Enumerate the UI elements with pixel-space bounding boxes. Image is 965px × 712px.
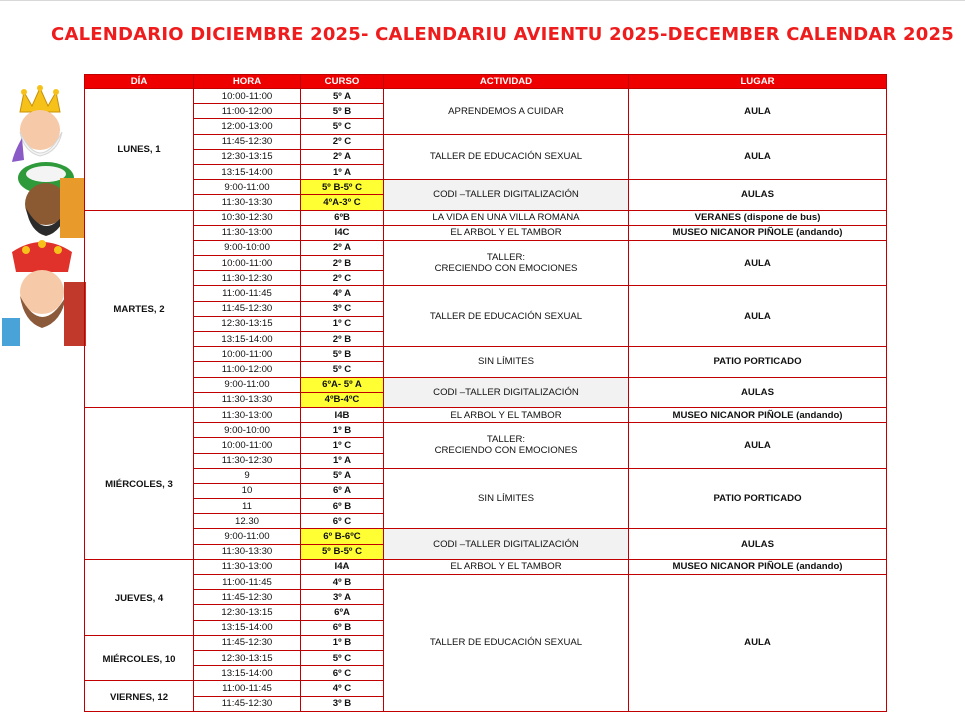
hora-cell: 10	[194, 483, 301, 498]
header-lugar: LUGAR	[629, 75, 887, 89]
curso-cell: 1º C	[301, 438, 384, 453]
actividad-cell: CODI –TALLER DIGITALIZACIÓN	[384, 180, 629, 210]
curso-cell: 6ºB	[301, 210, 384, 225]
hora-cell: 11:30-12:30	[194, 271, 301, 286]
hora-cell: 11:45-12:30	[194, 696, 301, 711]
table-row	[85, 575, 887, 590]
curso-cell: 6ºA	[301, 605, 384, 620]
three-kings-illustration	[2, 82, 86, 346]
hora-cell: 11:30-13:00	[194, 559, 301, 574]
curso-cell: 5º C	[301, 119, 384, 134]
hora-cell: 9:00-11:00	[194, 529, 301, 544]
hora-cell: 11:30-12:30	[194, 453, 301, 468]
day-cell: JUEVES, 4	[85, 559, 194, 635]
curso-cell: 3º A	[301, 590, 384, 605]
hora-cell: 11:00-11:45	[194, 575, 301, 590]
table-row	[85, 286, 887, 301]
lugar-cell: AULA	[629, 423, 887, 469]
curso-cell: 4ºB-4ºC	[301, 392, 384, 407]
day-cell: MIÉRCOLES, 3	[85, 407, 194, 559]
curso-cell: 4º C	[301, 681, 384, 696]
header-dia: DÍA	[85, 75, 194, 89]
curso-cell: 2º A	[301, 240, 384, 255]
curso-cell: 6ºA- 5º A	[301, 377, 384, 392]
table-row	[85, 423, 887, 438]
day-cell: MIÉRCOLES, 10	[85, 635, 194, 681]
table-row	[85, 377, 887, 392]
actividad-cell: TALLER: CRECIENDO CON EMOCIONES	[384, 423, 629, 469]
curso-cell: 2º B	[301, 332, 384, 347]
lugar-cell: VERANES (dispone de bus)	[629, 210, 887, 225]
lugar-cell: MUSEO NICANOR PIÑOLE (andando)	[629, 407, 887, 422]
table-row	[85, 210, 887, 225]
table-row	[85, 559, 887, 574]
hora-cell: 11:00-12:00	[194, 362, 301, 377]
hora-cell: 11:00-11:45	[194, 681, 301, 696]
table-row	[85, 225, 887, 240]
header-row	[85, 75, 887, 89]
hora-cell: 11:45-12:30	[194, 590, 301, 605]
actividad-cell: EL ARBOL Y EL TAMBOR	[384, 225, 629, 240]
hora-cell: 10:30-12:30	[194, 210, 301, 225]
curso-cell: 5º A	[301, 468, 384, 483]
actividad-cell: TALLER DE EDUCACIÓN SEXUAL	[384, 575, 629, 712]
header-curso: CURSO	[301, 75, 384, 89]
hora-cell: 11:45-12:30	[194, 301, 301, 316]
curso-cell: 5º B	[301, 347, 384, 362]
curso-cell: 6º B	[301, 499, 384, 514]
lugar-cell: AULAS	[629, 180, 887, 210]
lugar-cell: MUSEO NICANOR PIÑOLE (andando)	[629, 225, 887, 240]
curso-cell: 5º C	[301, 650, 384, 665]
hora-cell: 13:15-14:00	[194, 332, 301, 347]
curso-cell: 3º C	[301, 301, 384, 316]
curso-cell: 6º C	[301, 666, 384, 681]
actividad-cell: APRENDEMOS A CUIDAR	[384, 89, 629, 135]
table-row	[85, 347, 887, 362]
curso-cell: 2º C	[301, 134, 384, 149]
lugar-cell: AULAS	[629, 529, 887, 559]
curso-cell: 4º B	[301, 575, 384, 590]
table-row	[85, 180, 887, 195]
top-border-line	[0, 0, 965, 1]
actividad-cell: CODI –TALLER DIGITALIZACIÓN	[384, 529, 629, 559]
hora-cell: 12:30-13:15	[194, 149, 301, 164]
hora-cell: 13:15-14:00	[194, 620, 301, 635]
actividad-cell: EL ARBOL Y EL TAMBOR	[384, 559, 629, 574]
curso-cell: 1º B	[301, 635, 384, 650]
hora-cell: 11:30-13:30	[194, 195, 301, 210]
hora-cell: 12:30-13:15	[194, 605, 301, 620]
actividad-cell: TALLER: CRECIENDO CON EMOCIONES	[384, 240, 629, 286]
hora-cell: 12.30	[194, 514, 301, 529]
curso-cell: I4B	[301, 407, 384, 422]
hora-cell: 13:15-14:00	[194, 666, 301, 681]
actividad-cell: CODI –TALLER DIGITALIZACIÓN	[384, 377, 629, 407]
hora-cell: 12:30-13:15	[194, 316, 301, 331]
actividad-cell: LA VIDA EN UNA VILLA ROMANA	[384, 210, 629, 225]
table-row	[85, 468, 887, 483]
curso-cell: 5º B	[301, 104, 384, 119]
hora-cell: 13:15-14:00	[194, 164, 301, 179]
hora-cell: 11:00-12:00	[194, 104, 301, 119]
day-cell: MARTES, 2	[85, 210, 194, 407]
curso-cell: 1º B	[301, 423, 384, 438]
lugar-cell: AULA	[629, 240, 887, 286]
curso-cell: 5º B-5º C	[301, 180, 384, 195]
curso-cell: 2º B	[301, 256, 384, 271]
hora-cell: 11:45-12:30	[194, 635, 301, 650]
curso-cell: 5º C	[301, 362, 384, 377]
day-cell: VIERNES, 12	[85, 681, 194, 711]
curso-cell: 6º B-6ºC	[301, 529, 384, 544]
lugar-cell: AULA	[629, 575, 887, 712]
actividad-cell: TALLER DE EDUCACIÓN SEXUAL	[384, 286, 629, 347]
curso-cell: 5º A	[301, 89, 384, 104]
actividad-cell: SIN LÍMITES	[384, 468, 629, 529]
hora-cell: 12:00-13:00	[194, 119, 301, 134]
table-row	[85, 89, 887, 104]
hora-cell: 9:00-11:00	[194, 180, 301, 195]
calendar-table	[84, 74, 887, 712]
curso-cell: 4º A	[301, 286, 384, 301]
hora-cell: 10:00-11:00	[194, 256, 301, 271]
curso-cell: 6º C	[301, 514, 384, 529]
page-title: CALENDARIO DICIEMBRE 2025- CALENDARIU AVIENTU 2025-DECEMBER CALENDAR 2025	[51, 24, 954, 45]
curso-cell: 6º A	[301, 483, 384, 498]
lugar-cell: AULA	[629, 286, 887, 347]
lugar-cell: AULAS	[629, 377, 887, 407]
hora-cell: 12:30-13:15	[194, 650, 301, 665]
header-actividad: ACTIVIDAD	[384, 75, 629, 89]
curso-cell: 1º A	[301, 164, 384, 179]
curso-cell: 1º C	[301, 316, 384, 331]
actividad-cell: SIN LÍMITES	[384, 347, 629, 377]
curso-cell: 6º B	[301, 620, 384, 635]
actividad-cell: TALLER DE EDUCACIÓN SEXUAL	[384, 134, 629, 180]
curso-cell: 1º A	[301, 453, 384, 468]
curso-cell: 2º A	[301, 149, 384, 164]
header-hora: HORA	[194, 75, 301, 89]
table-row	[85, 240, 887, 255]
hora-cell: 9	[194, 468, 301, 483]
hora-cell: 10:00-11:00	[194, 89, 301, 104]
table-row	[85, 134, 887, 149]
hora-cell: 11:30-13:00	[194, 407, 301, 422]
hora-cell: 11	[194, 499, 301, 514]
day-cell: LUNES, 1	[85, 89, 194, 211]
curso-cell: 4ºA-3º C	[301, 195, 384, 210]
lugar-cell: MUSEO NICANOR PIÑOLE (andando)	[629, 559, 887, 574]
hora-cell: 9:00-10:00	[194, 423, 301, 438]
hora-cell: 11:45-12:30	[194, 134, 301, 149]
hora-cell: 10:00-11:00	[194, 438, 301, 453]
curso-cell: I4C	[301, 225, 384, 240]
lugar-cell: PATIO PORTICADO	[629, 347, 887, 377]
hora-cell: 11:30-13:30	[194, 544, 301, 559]
actividad-cell: EL ARBOL Y EL TAMBOR	[384, 407, 629, 422]
curso-cell: 3º B	[301, 696, 384, 711]
lugar-cell: AULA	[629, 134, 887, 180]
curso-cell: 5º B-5º C	[301, 544, 384, 559]
curso-cell: 2º C	[301, 271, 384, 286]
lugar-cell: PATIO PORTICADO	[629, 468, 887, 529]
curso-cell: I4A	[301, 559, 384, 574]
table-row	[85, 529, 887, 544]
hora-cell: 11:00-11:45	[194, 286, 301, 301]
hora-cell: 9:00-11:00	[194, 377, 301, 392]
hora-cell: 11:30-13:00	[194, 225, 301, 240]
lugar-cell: AULA	[629, 89, 887, 135]
table-row	[85, 407, 887, 422]
hora-cell: 11:30-13:30	[194, 392, 301, 407]
hora-cell: 10:00-11:00	[194, 347, 301, 362]
hora-cell: 9:00-10:00	[194, 240, 301, 255]
